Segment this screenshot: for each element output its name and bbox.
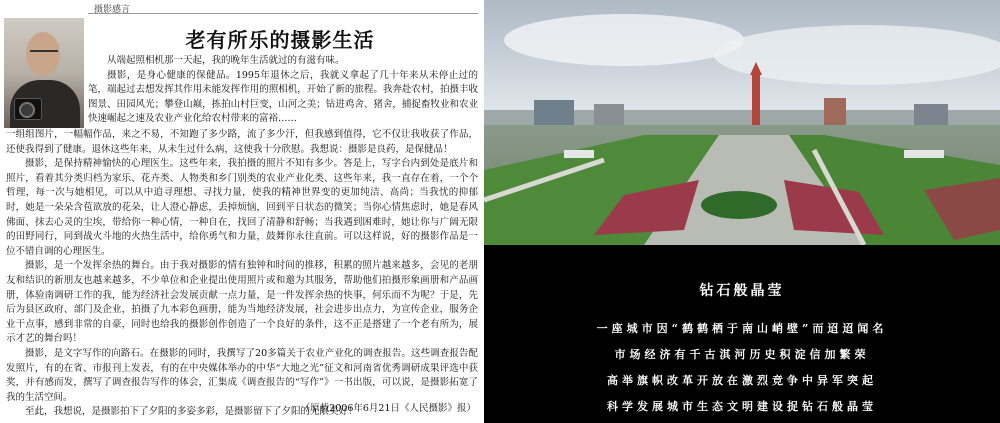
building: [594, 104, 624, 126]
body-paragraph: 摄影，是保持精神愉快的心理医生。这些年来，我拍摄的照片不知有多少。答是上，写字台内到处是底片和照片，看着其分类归档为家乐、花卉类、人物类和乡门别类的农业产业化类、这些年来，我一直存在着，一个个哲理，每一次与她相见，可以从中追寻理想、寻找力量，使我的精神世界变的更加纯洁、高尚；当我忧的抑郁时，她是一朵朵含苞欲放的花朵，让人澄心静虑，丢掉烦恼，回到平日状态的微笑；当你心情焦虑时，她是春风佛面、抹去心灵的尘埃，带给你一种心情，一种自在，找回了清静和舒畅；当我遇到困难时，她让你与广阔无限的田野同行，同到战火斗地的火热生活中，给你勇气和力量，鼓舞你永往直前。可以这样说，好的摄影作品是一位不错自调的心理医生。: [6, 158, 478, 257]
body-paragraph: 一组组图片，一幅幅作品，来之不易，不知跑了多少路，流了多少汗，但我感到值得，它不仅让我收获了作品，还使我得到了健康。退休这些年来，从未生过什么病，这使我十分欣慰。我想说：摄影是良药，是保健品！: [6, 129, 478, 155]
city-square-illustration: [484, 0, 1000, 245]
portrait-glasses: [30, 50, 58, 58]
building: [534, 100, 574, 125]
building: [564, 150, 594, 158]
article-source: （原载2006年6月21日《人民摄影》报）: [300, 403, 476, 414]
article-page: [0, 0, 484, 423]
article-lead: [88, 54, 478, 127]
building: [914, 104, 948, 126]
body-paragraph: 摄影，是文字写作的向路石。在摄影的同时，我撰写了20多篇关于农业产业化的调查报告。这些调查报告配发照片，有的在省、市报刊上发表，有的在中央媒体举办的中华“大地之光”征文和河南省优秀调研成果评选中获奖，并有感而发，撰写了调查报告写作的体会，汇集成《调查报告的“写作”》一书出版，可以说，是摄影拓宽了我的生活空间。: [6, 347, 478, 403]
article-title: 老有所乐的摄影生活: [185, 28, 375, 52]
section-label: 摄影感言: [94, 5, 131, 15]
caption-line: 市场经济有千古淇河历史积淀信加繁荣: [614, 348, 870, 361]
building: [904, 150, 944, 158]
caption-title: 钻石般晶莹: [699, 283, 785, 299]
body-paragraph: 至此，我想说，是摄影拍下了夕阳的多姿多彩，是摄影留下了夕阳的无限美好！: [25, 406, 358, 418]
caption-line: 高举旗帜改革开放在激烈竞争中异军突起: [607, 374, 877, 387]
lead-paragraph: 从端起照相机那一天起，我的晚年生活就过的有滋有味。: [107, 55, 345, 66]
caption-panel: [484, 245, 1000, 423]
article-body: [6, 128, 478, 420]
header-rule: [88, 13, 478, 14]
author-portrait: [4, 18, 84, 128]
body-paragraph: 摄影，是一个发挥余热的舞台。由于我对摄影的情有独钟和时间的推移，积累的照片越来越多，会见的老朋友和结识的新朋友也越来越多，不少单位和企业提出使用照片或和邀为其服务，帮助他们拍摄形象画册和产品画册，体验南调研工作的我，能为经济社会发展贡献一点力量，是一件发挥余热的快事，何乐而不为呢？于是，先后为县区政府、部门及企业，拍摄了九本彩色画册，能为当地经济发展，社会进步出点力，为宣传企业，服务企业干点事，感到非常的自豪，同时也给我的摄影创作创造了一个良好的条件，这不正是搭建了一个老有所为，展示才艺的舞台吗！: [6, 260, 478, 345]
cloud: [504, 14, 744, 66]
camera-lens-icon: [19, 102, 35, 118]
caption-line: 一座城市因“鹤鹤栖于南山峭壁”而迢迢闻名: [596, 322, 888, 335]
city-square-photo: [484, 0, 1000, 245]
round-flowerbed: [701, 191, 777, 219]
caption-line: 科学发展城市生态文明建设捉钻石般晶莹: [607, 400, 877, 413]
lead-paragraph: 摄影，是身心健康的保健品。1995年退休之后，我就义拿起了几十年来从未停止过的笔，端起过去想发挥其作用未能发挥作用的照相机，开始了新的旅程。我奔赴农村，拍摄丰收图景、田园风光；攀登山巅，拣拍山村巨变，山河之美；钻进鸡舍、猪舍，捕捉畜牧业和农业快速崛起之速及农业产业化给农村带来的富裕……: [88, 69, 478, 125]
building: [824, 98, 846, 126]
